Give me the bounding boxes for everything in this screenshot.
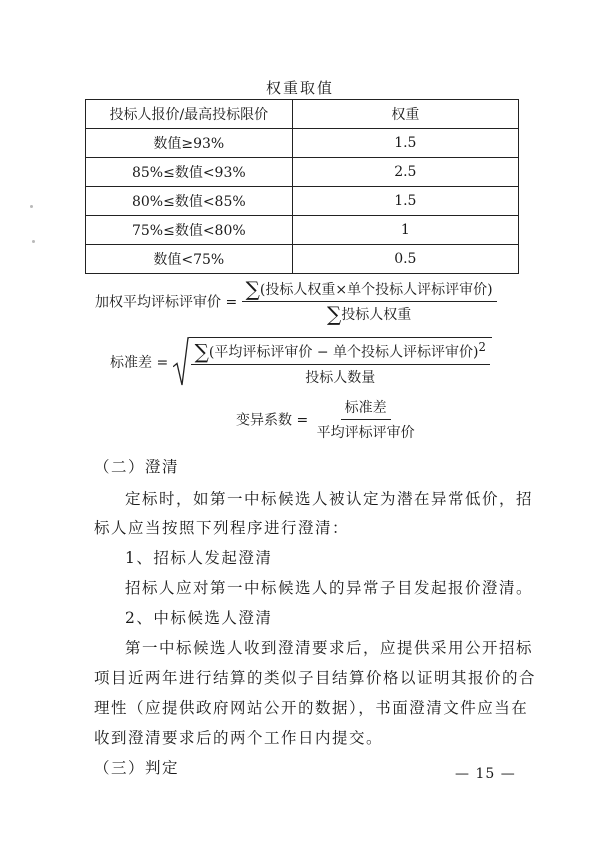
formula-fraction	[313, 397, 419, 442]
paragraph-line: 理性（应提供政府网站公开的数据），书面澄清文件应当在	[94, 699, 529, 717]
table-cell: 数值≥93%	[86, 129, 293, 158]
numerator-text: (投标人权重×单个投标人评标评审价)	[259, 282, 493, 298]
paragraph-line: 第一中标候选人收到澄清要求后，应提供采用公开招标	[125, 639, 534, 657]
formula-denominator	[323, 302, 415, 324]
exponent: 2	[478, 340, 486, 354]
paragraph-line: 标人应当按照下列程序进行澄清：	[94, 519, 350, 537]
table-row	[86, 158, 519, 187]
scan-speck	[32, 240, 35, 243]
table-cell: 75%≤数值<80%	[86, 216, 293, 245]
table-cell: 80%≤数值<85%	[86, 187, 293, 216]
sigma-symbol: ∑	[245, 277, 260, 301]
page-number: — 15 —	[455, 766, 516, 782]
table-row	[86, 129, 519, 158]
paragraph-line: 项目近两年进行结算的类似子目结算价格以证明其报价的合	[94, 669, 537, 687]
section-heading: （三）判定	[94, 759, 180, 777]
denominator-text: 投标人权重	[341, 307, 412, 323]
formula-fraction	[242, 279, 497, 324]
formula-numerator: 标准差	[341, 397, 391, 420]
std-dev-formula	[110, 337, 492, 387]
table-cell: 1.5	[292, 129, 518, 158]
scan-speck	[30, 205, 33, 208]
table-cell: 1	[292, 216, 518, 245]
table-header-cell: 权重	[292, 100, 518, 129]
formula-denominator: 投标人数量	[305, 369, 376, 386]
table-row	[86, 187, 519, 216]
paragraph-line: 收到澄清要求后的两个工作日内提交。	[94, 729, 384, 747]
table-caption: 权重取值	[265, 79, 334, 97]
item-heading: 1、招标人发起澄清	[125, 549, 273, 567]
sigma-symbol: ∑	[194, 339, 209, 364]
formula-numerator	[191, 340, 490, 365]
table-row	[86, 245, 519, 274]
item-heading: 2、中标候选人澄清	[125, 609, 273, 627]
table-cell: 数值<75%	[86, 245, 293, 274]
paragraph-line: 招标人应对第一中标候选人的异常子目发起报价澄清。	[125, 579, 534, 597]
table-header-cell: 投标人报价/最高投标限价	[86, 100, 293, 129]
formula-lhs: 标准差 =	[110, 354, 169, 371]
formula-fraction	[191, 340, 490, 387]
table-header-row	[86, 100, 519, 129]
table-cell: 2.5	[292, 158, 518, 187]
numerator-text: (平均评标评审价 − 单个投标人评标评审价)	[208, 344, 479, 361]
formula-numerator	[242, 279, 497, 302]
cv-formula	[236, 397, 419, 442]
weighted-average-formula	[95, 279, 497, 324]
formula-denominator: 平均评标评审价	[316, 425, 415, 441]
sigma-symbol: ∑	[326, 302, 342, 326]
table-cell: 85%≤数值<93%	[86, 158, 293, 187]
table-cell: 0.5	[292, 245, 518, 274]
square-root	[173, 337, 492, 387]
sqrt-icon	[173, 337, 189, 387]
section-heading: （二）澄清	[94, 458, 180, 476]
formula-lhs: 加权平均评标评审价 =	[95, 294, 238, 311]
weight-table	[85, 99, 519, 274]
table-cell: 1.5	[292, 187, 518, 216]
paragraph-line: 定标时，如第一中标候选人被认定为潜在异常低价，招	[125, 490, 534, 508]
table-row	[86, 216, 519, 245]
formula-lhs: 变异系数 =	[236, 412, 309, 429]
